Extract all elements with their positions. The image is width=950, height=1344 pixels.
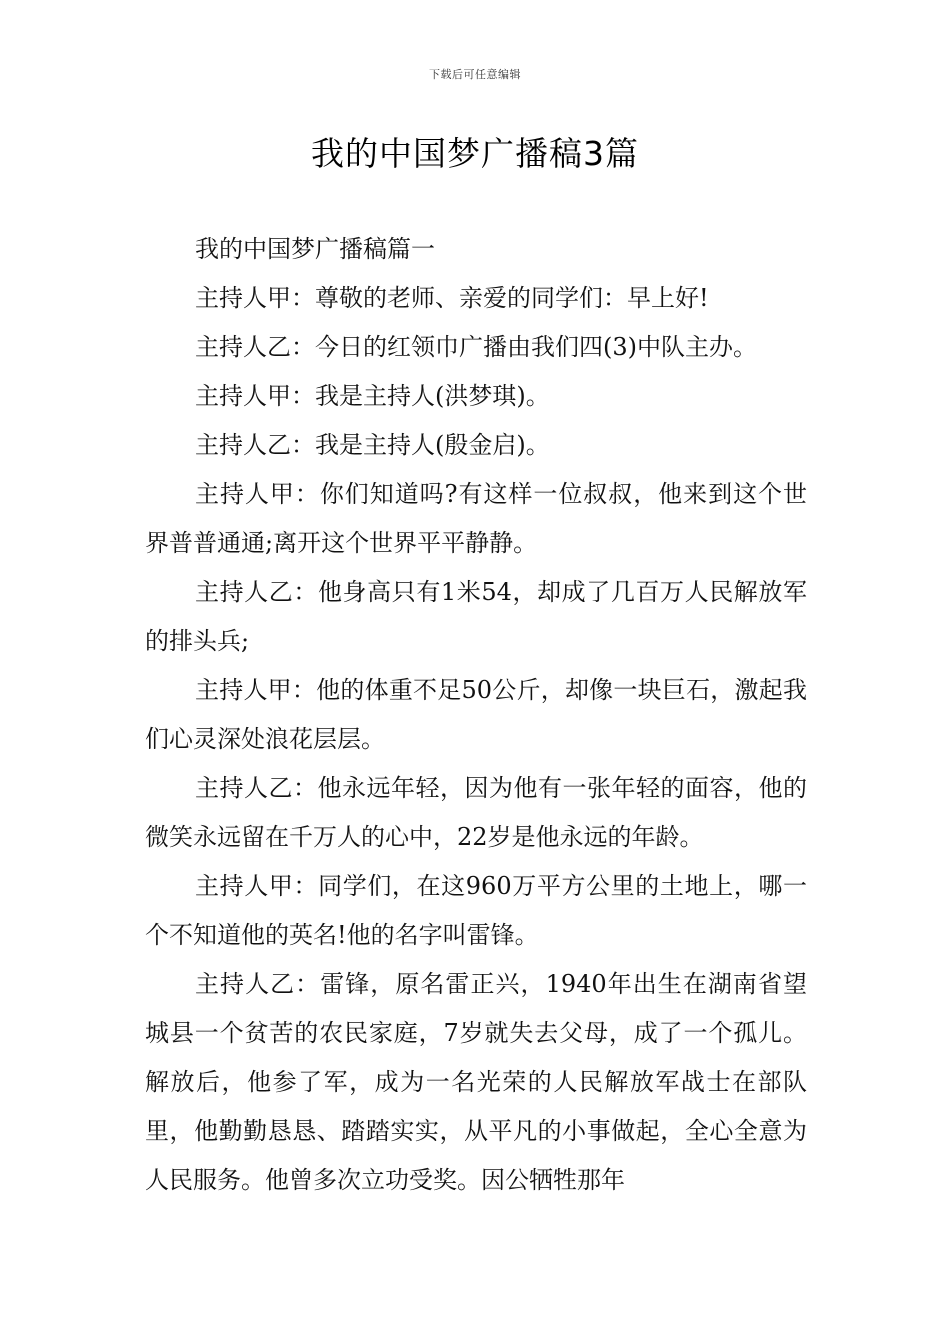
paragraph: 我的中国梦广播稿篇一	[195, 235, 435, 263]
paragraph: 主持人乙：我是主持人(殷金启)。	[195, 431, 550, 459]
paragraph: 主持人甲：尊敬的老师、亲爱的同学们：早上好!	[195, 284, 709, 312]
paragraph: 主持人乙：雷锋，原名雷正兴，1940年出生在湖南省望城县一个贫苦的农民家庭，7岁就失去父母，成了一个孤儿。解放后，他参了军，成为一名光荣的人民解放军战士在部队里，他勤勤恳恳、踏踏实实，从平凡的小事做起，全心全意为人民服务。他曾多次立功受奖。因公牺牲那年	[145, 970, 807, 1194]
paragraph: 主持人乙：他身高只有1米54，却成了几百万人民解放军的排头兵;	[145, 578, 807, 655]
paragraph: 主持人乙：今日的红领巾广播由我们四(3)中队主办。	[195, 333, 757, 361]
paragraph: 主持人甲：我是主持人(洪梦琪)。	[195, 382, 550, 410]
document-title: 我的中国梦广播稿3篇	[311, 134, 639, 173]
paragraph: 主持人甲：同学们，在这960万平方公里的土地上，哪一个不知道他的英名!他的名字叫雷锋。	[145, 872, 807, 949]
paragraph: 主持人乙：他永远年轻，因为他有一张年轻的面容，他的微笑永远留在千万人的心中，22岁是他永远的年龄。	[145, 774, 807, 851]
header-note: 下载后可任意编辑	[429, 68, 521, 81]
paragraph: 主持人甲：他的体重不足50公斤，却像一块巨石，激起我们心灵深处浪花层层。	[145, 676, 807, 753]
document-body	[145, 225, 807, 1205]
paragraph: 主持人甲：你们知道吗?有这样一位叔叔，他来到这个世界普普通通;离开这个世界平平静静。	[145, 480, 807, 557]
